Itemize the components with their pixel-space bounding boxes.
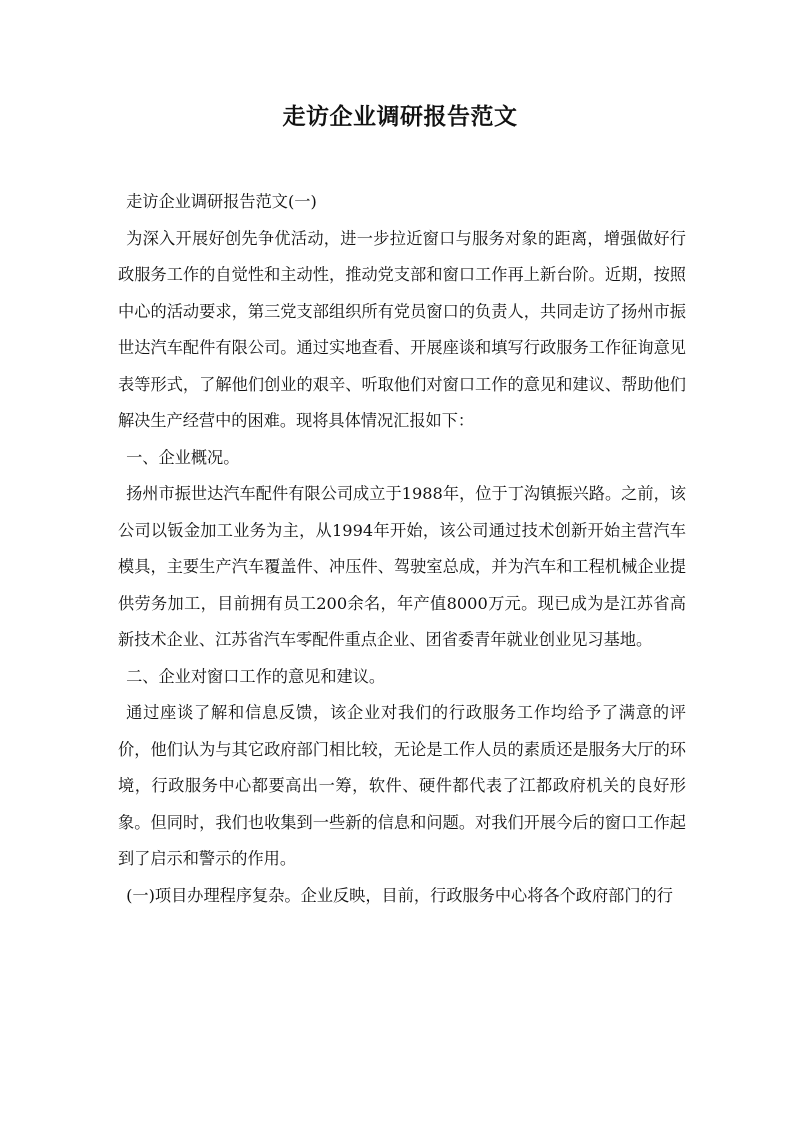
section-heading-1: 一、企业概况。 — [126, 447, 240, 467]
document-title: 走访企业调研报告范文 — [282, 103, 518, 130]
company-overview-paragraph: 扬州市振世达汽车配件有限公司成立于1988年，位于丁沟镇振兴路。之前，该公司以钣金加工业务为主，从1994年开始，该公司通过技术创新开始主营汽车模具，主要生产汽车覆盖件、冲压件、驾驶室总成，并为汽车和工程机械企业提供劳务加工，目前拥有员工200余名，年产值8000万元。现已成为是江苏省高新技术企业、江苏省汽车零配件重点企业、团省委青年就业创业见习基地。 — [118, 484, 686, 649]
subtitle-paragraph: 走访企业调研报告范文(一) — [126, 192, 317, 211]
feedback-paragraph: 通过座谈了解和信息反馈，该企业对我们的行政服务工作均给予了满意的评价，他们认为与其它政府部门相比较，无论是工作人员的素质还是服务大厅的环境，行政服务中心都要高出一筹，软件、硬件都代表了江都政府机关的良好形象。但同时，我们也收集到一些新的信息和问题。对我们开展今后的窗口工作起到了启示和警示的作用。 — [118, 703, 686, 868]
issue-paragraph-1: (一)项目办理程序复杂。企业反映，目前，行政服务中心将各个政府部门的行 — [126, 885, 673, 905]
section-heading-2: 二、企业对窗口工作的意见和建议。 — [126, 666, 386, 686]
document-body — [118, 184, 686, 914]
intro-paragraph: 为深入开展好创先争优活动，进一步拉近窗口与服务对象的距离，增强做好行政服务工作的自觉性和主动性，推动党支部和窗口工作再上新台阶。近期，按照中心的活动要求，第三党支部组织所有党员窗口的负责人，共同走访了扬州市振世达汽车配件有限公司。通过实地查看、开展座谈和填写行政服务工作征询意见表等形式，了解他们创业的艰辛、听取他们对窗口工作的意见和建议、帮助他们解决生产经营中的困难。现将具体情况汇报如下： — [118, 228, 686, 430]
